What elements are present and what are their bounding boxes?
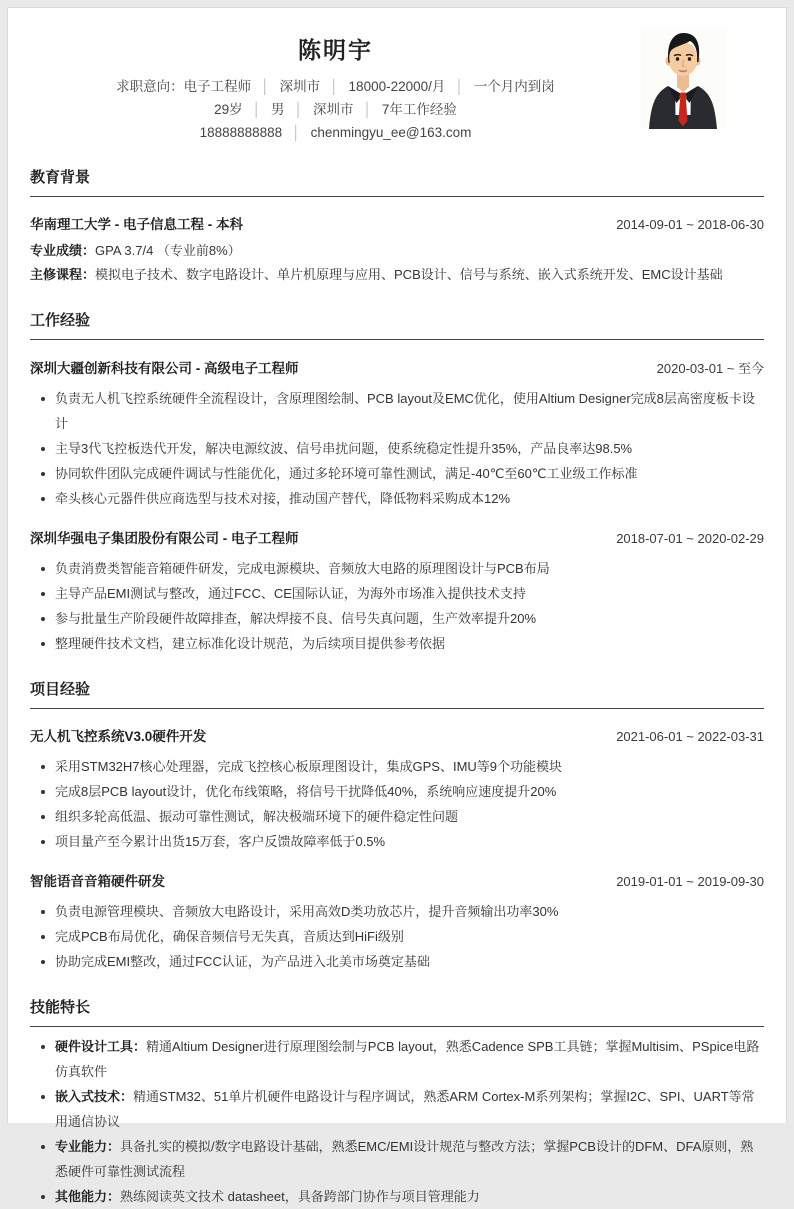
header-text-block <box>30 29 641 144</box>
bullet-item: 主导产品EMI测试与整改，通过FCC、CE国际认证，为海外市场准入提供技术支持 <box>30 581 764 606</box>
separator-bar: │ <box>292 125 301 140</box>
section-title-projects: 项目经验 <box>30 680 764 709</box>
skill-label: 硬件设计工具： <box>55 1039 147 1054</box>
skill-item <box>30 1084 764 1134</box>
gpa-label: 专业成绩： <box>30 243 96 258</box>
section-title-work: 工作经验 <box>30 311 764 340</box>
separator-bar: │ <box>294 102 303 117</box>
work-bullet-list <box>30 556 764 656</box>
bullet-item: 采用STM32H7核心处理器，完成飞控核心板原理图设计，集成GPS、IMU等9个功能模块 <box>30 754 764 779</box>
bullet-item: 组织多轮高低温、振动可靠性测试，解决极端环境下的硬件稳定性问题 <box>30 804 764 829</box>
bullet-item: 协助完成EMI整改，通过FCC认证，为产品进入北美市场奠定基础 <box>30 949 764 974</box>
bullet-item: 整理硬件技术文档，建立标准化设计规范，为后续项目提供参考依据 <box>30 631 764 656</box>
bullet-item: 完成8层PCB layout设计，优化布线策略，将信号干扰降低40%，系统响应速度提升20% <box>30 779 764 804</box>
project-entry <box>30 727 764 854</box>
separator-bar: │ <box>363 102 372 117</box>
education-fields <box>30 239 764 287</box>
gpa-value: GPA 3.7/4 （专业前8%） <box>95 243 241 258</box>
education-entry <box>30 215 764 287</box>
entry-date: 2019-01-01 ~ 2019-09-30 <box>616 874 764 889</box>
avatar-illustration <box>641 29 726 129</box>
info-age: 29岁 <box>214 102 243 117</box>
project-entry-header <box>30 727 764 747</box>
school-degree: 华南理工大学 - 电子信息工程 - 本科 <box>30 217 243 232</box>
intent-availability: 一个月内到岗 <box>473 79 555 94</box>
project-entry <box>30 872 764 974</box>
skill-item <box>30 1134 764 1184</box>
basic-info-line <box>30 98 641 121</box>
intent-salary: 18000-22000/月 <box>348 79 446 94</box>
project-bullet-list <box>30 899 764 974</box>
company-position: 深圳华强电子集团股份有限公司 - 电子工程师 <box>30 531 299 546</box>
intent-city: 深圳市 <box>279 79 321 94</box>
entry-date: 2021-06-01 ~ 2022-03-31 <box>616 729 764 744</box>
job-intent-label: 求职意向： <box>116 79 184 94</box>
bullet-item: 项目量产至今累计出货15万套，客户反馈故障率低于0.5% <box>30 829 764 854</box>
entry-date: 2018-07-01 ~ 2020-02-29 <box>616 531 764 546</box>
skill-label: 其他能力： <box>55 1189 121 1204</box>
contact-line <box>30 121 641 144</box>
skill-text: 精通Altium Designer进行原理图绘制与PCB layout，熟悉Cadence SPB工具链；掌握Multisim、PSpice电路仿真软件 <box>55 1039 760 1079</box>
project-bullet-list <box>30 754 764 854</box>
entry-date: 2014-09-01 ~ 2018-06-30 <box>616 217 764 232</box>
skill-text: 具备扎实的模拟/数字电路设计基础，熟悉EMC/EMI设计规范与整改方法；掌握PCB设计的DFM、DFA原则，熟悉硬件可靠性测试流程 <box>55 1139 754 1179</box>
work-entry <box>30 358 764 511</box>
profile-photo <box>641 29 726 129</box>
company-position: 深圳大疆创新科技有限公司 - 高级电子工程师 <box>30 361 299 376</box>
resume-header <box>30 8 764 144</box>
skills-list <box>30 1034 764 1209</box>
work-entry-header <box>30 529 764 549</box>
email-address: chenmingyu_ee@163.com <box>310 125 472 140</box>
job-intent-line <box>30 75 641 98</box>
bullet-item: 协同软件团队完成硬件调试与性能优化，通过多轮环境可靠性测试，满足-40℃至60℃工业级工作标准 <box>30 461 764 486</box>
section-work <box>30 311 764 656</box>
skill-label: 嵌入式技术： <box>55 1089 134 1104</box>
avatar-eye-left <box>676 57 679 61</box>
work-entry-header <box>30 358 764 379</box>
candidate-name: 陈明宇 <box>298 37 373 63</box>
project-entry-header <box>30 872 764 892</box>
project-title: 无人机飞控系统V3.0硬件开发 <box>30 729 207 744</box>
avatar-eyebrow-left <box>675 55 681 56</box>
info-gender: 男 <box>271 102 285 117</box>
courses-label: 主修课程： <box>30 267 96 282</box>
section-title-skills: 技能特长 <box>30 998 764 1027</box>
separator-bar: │ <box>252 102 262 117</box>
separator-bar: │ <box>455 79 464 94</box>
intent-position: 电子工程师 <box>183 79 252 94</box>
bullet-item: 完成PCB布局优化，确保音频信号无失真，音质达到HiFi级别 <box>30 924 764 949</box>
education-entry-header <box>30 215 764 235</box>
separator-bar: │ <box>330 79 339 94</box>
project-title: 智能语音音箱硬件研发 <box>30 874 165 889</box>
bullet-item: 参与批量生产阶段硬件故障排查，解决焊接不良、信号失真问题，生产效率提升20% <box>30 606 764 631</box>
skill-text: 熟练阅读英文技术 datasheet，具备跨部门协作与项目管理能力 <box>120 1189 480 1204</box>
section-projects <box>30 680 764 974</box>
phone-number: 18888888888 <box>199 125 283 140</box>
avatar-eyebrow-right <box>687 55 693 56</box>
courses-field <box>30 263 764 287</box>
avatar-eye-right <box>688 57 691 61</box>
courses-value: 模拟电子技术、数字电路设计、单片机原理与应用、PCB设计、信号与系统、嵌入式系统开发、EMC设计基础 <box>95 267 723 282</box>
skill-label: 专业能力： <box>55 1139 121 1154</box>
bullet-item: 牵头核心元器件供应商选型与技术对接，推动国产替代，降低物料采购成本12% <box>30 486 764 511</box>
resume-page <box>7 7 787 1204</box>
work-entry <box>30 529 764 656</box>
bullet-item: 主导3代飞控板迭代开发，解决电源纹波、信号串扰问题，使系统稳定性提升35%，产品良率达98.5% <box>30 436 764 461</box>
avatar-tie-blade <box>679 99 688 126</box>
separator-bar: │ <box>261 79 270 94</box>
info-experience: 7年工作经验 <box>381 102 457 117</box>
section-skills <box>30 998 764 1209</box>
bullet-item: 负责消费类智能音箱硬件研发，完成电源模块、音频放大电路的原理图设计与PCB布局 <box>30 556 764 581</box>
skill-item <box>30 1034 764 1084</box>
section-education <box>30 168 764 287</box>
work-bullet-list <box>30 386 764 511</box>
entry-date: 2020-03-01 ~ 至今 <box>656 361 764 376</box>
bullet-item: 负责无人机飞控系统硬件全流程设计，含原理图绘制、PCB layout及EMC优化，使用Altium Designer完成8层高密度板卡设计 <box>30 386 764 436</box>
skill-item <box>30 1184 764 1209</box>
section-title-education: 教育背景 <box>30 168 764 197</box>
skill-text: 精通STM32、51单片机硬件电路设计与程序调试，熟悉ARM Cortex-M系列架构；掌握I2C、SPI、UART等常用通信协议 <box>55 1089 755 1129</box>
bullet-item: 负责电源管理模块、音频放大电路设计，采用高效D类功放芯片，提升音频输出功率30% <box>30 899 764 924</box>
info-city: 深圳市 <box>312 102 354 117</box>
gpa-field <box>30 239 764 263</box>
